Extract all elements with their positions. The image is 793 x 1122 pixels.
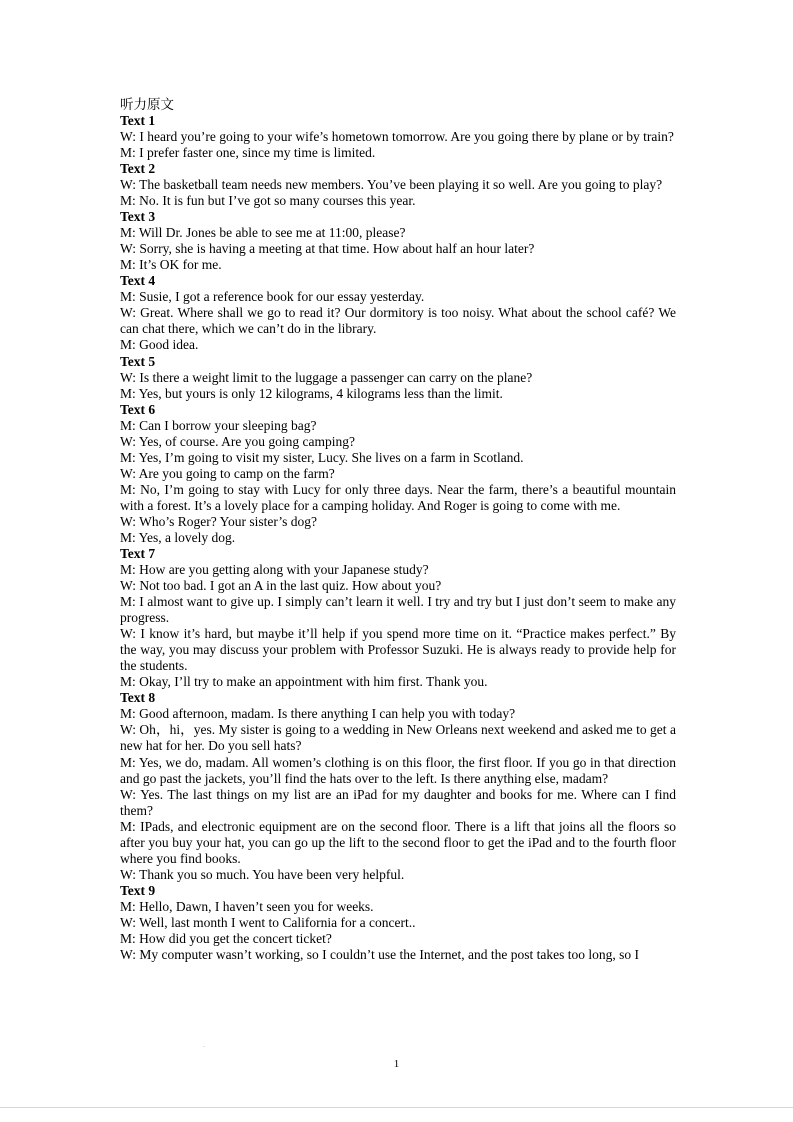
section-heading: Text 9 bbox=[120, 882, 156, 898]
dialogue-line: M: How did you get the concert ticket? bbox=[120, 930, 332, 946]
document-page bbox=[120, 97, 676, 963]
section-heading: Text 6 bbox=[120, 401, 156, 417]
dialogue-line: M: IPads, and electronic equipment are on the second floor. There is a lift that joins all the floors so after you buy your hat, you can go up the lift to the second floor to get the iPad and to the fourth floor where you find books. bbox=[120, 818, 676, 866]
dialogue-line: M: No. It is fun but I’ve got so many courses this year. bbox=[120, 193, 416, 209]
dialogue-line: W: The basketball team needs new members. You’ve been playing it so well. Are you going to play? bbox=[120, 177, 663, 193]
section-heading: Text 4 bbox=[120, 273, 156, 289]
dialogue-line: M: Hello, Dawn, I haven’t seen you for weeks. bbox=[120, 898, 374, 914]
section-heading: Text 8 bbox=[120, 690, 156, 706]
dialogue-line: M: Yes, but yours is only 12 kilograms, 4 kilograms less than the limit. bbox=[120, 385, 503, 401]
dialogue-line: M: I almost want to give up. I simply can’t learn it well. I try and try but I just don’t seem to make any progress. bbox=[120, 594, 676, 626]
dialogue-line: W: I heard you’re going to your wife’s hometown tomorrow. Are you going there by plane or by train? bbox=[120, 129, 674, 144]
dialogue-line: M: I prefer faster one, since my time is limited. bbox=[120, 145, 376, 161]
page-bottom-edge bbox=[0, 1107, 793, 1108]
dialogue-line: M: Yes, we do, madam. All women’s clothing is on this floor, the first floor. If you go in that direction and go past the jackets, you’ll find the hats over to the left. Is there anything else, madam? bbox=[120, 754, 676, 786]
dialogue-line: W: My computer wasn’t working, so I couldn’t use the Internet, and the post takes too long, so I bbox=[120, 947, 640, 963]
scan-speck: . bbox=[203, 1040, 205, 1049]
section-heading: Text 1 bbox=[120, 113, 156, 128]
dialogue-line: M: Susie, I got a reference book for our essay yesterday. bbox=[120, 289, 425, 305]
dialogue-line: W: Yes, of course. Are you going camping? bbox=[120, 433, 355, 449]
dialogue-line: M: Yes, a lovely dog. bbox=[120, 529, 236, 545]
dialogue-line: M: How are you getting along with your Japanese study? bbox=[120, 561, 429, 577]
section-heading: Text 3 bbox=[120, 209, 156, 225]
dialogue-line: M: Okay, I’ll try to make an appointment with him first. Thank you. bbox=[120, 674, 488, 690]
section-heading: Text 2 bbox=[120, 161, 156, 177]
section-heading: Text 5 bbox=[120, 353, 156, 369]
dialogue-line: W: Sorry, she is having a meeting at that time. How about half an hour later? bbox=[120, 241, 535, 257]
dialogue-line: W: Oh，hi，yes. My sister is going to a wedding in New Orleans next weekend and asked me to get a new hat for her. Do you sell hats? bbox=[120, 722, 676, 754]
dialogue-line: M: Can I borrow your sleeping bag? bbox=[120, 417, 317, 433]
dialogue-line: W: Who’s Roger? Your sister’s dog? bbox=[120, 513, 317, 529]
dialogue-line: M: Good afternoon, madam. Is there anything I can help you with today? bbox=[120, 706, 516, 722]
dialogue-line: W: Yes. The last things on my list are an iPad for my daughter and books for me. Where can I find them? bbox=[120, 786, 676, 818]
dialogue-line: M: It’s OK for me. bbox=[120, 257, 222, 273]
section-heading: Text 7 bbox=[120, 545, 156, 561]
dialogue-line: W: I know it’s hard, but maybe it’ll help if you spend more time on it. “Practice makes perfect.” By the way, you may discuss your problem with Professor Suzuki. He is always ready to provide help for the students. bbox=[120, 626, 676, 674]
dialogue-line: W: Not too bad. I got an A in the last quiz. How about you? bbox=[120, 578, 442, 594]
dialogue-line: W: Great. Where shall we go to read it? Our dormitory is too noisy. What about the school café? We can chat there, which we can’t do in the library. bbox=[120, 305, 676, 337]
dialogue-line: W: Is there a weight limit to the luggage a passenger can carry on the plane? bbox=[120, 369, 533, 385]
page-number: 1 bbox=[393, 1058, 400, 1070]
dialogue-line: M: No, I’m going to stay with Lucy for only three days. Near the farm, there’s a beautiful mountain with a forest. It’s a lovely place for a camping holiday. And Roger is going to come with me. bbox=[120, 481, 676, 513]
dialogue-line: W: Well, last month I went to California for a concert.. bbox=[120, 914, 416, 930]
dialogue-line: M: Yes, I’m going to visit my sister, Lucy. She lives on a farm in Scotland. bbox=[120, 449, 524, 465]
dialogue-line: M: Will Dr. Jones be able to see me at 11:00, please? bbox=[120, 225, 406, 241]
dialogue-line: W: Are you going to camp on the farm? bbox=[120, 465, 335, 481]
dialogue-line: W: Thank you so much. You have been very helpful. bbox=[120, 866, 405, 882]
document-title: 听力原文 bbox=[120, 97, 174, 112]
dialogue-line: M: Good idea. bbox=[120, 337, 199, 353]
transcript-sections bbox=[120, 113, 676, 963]
